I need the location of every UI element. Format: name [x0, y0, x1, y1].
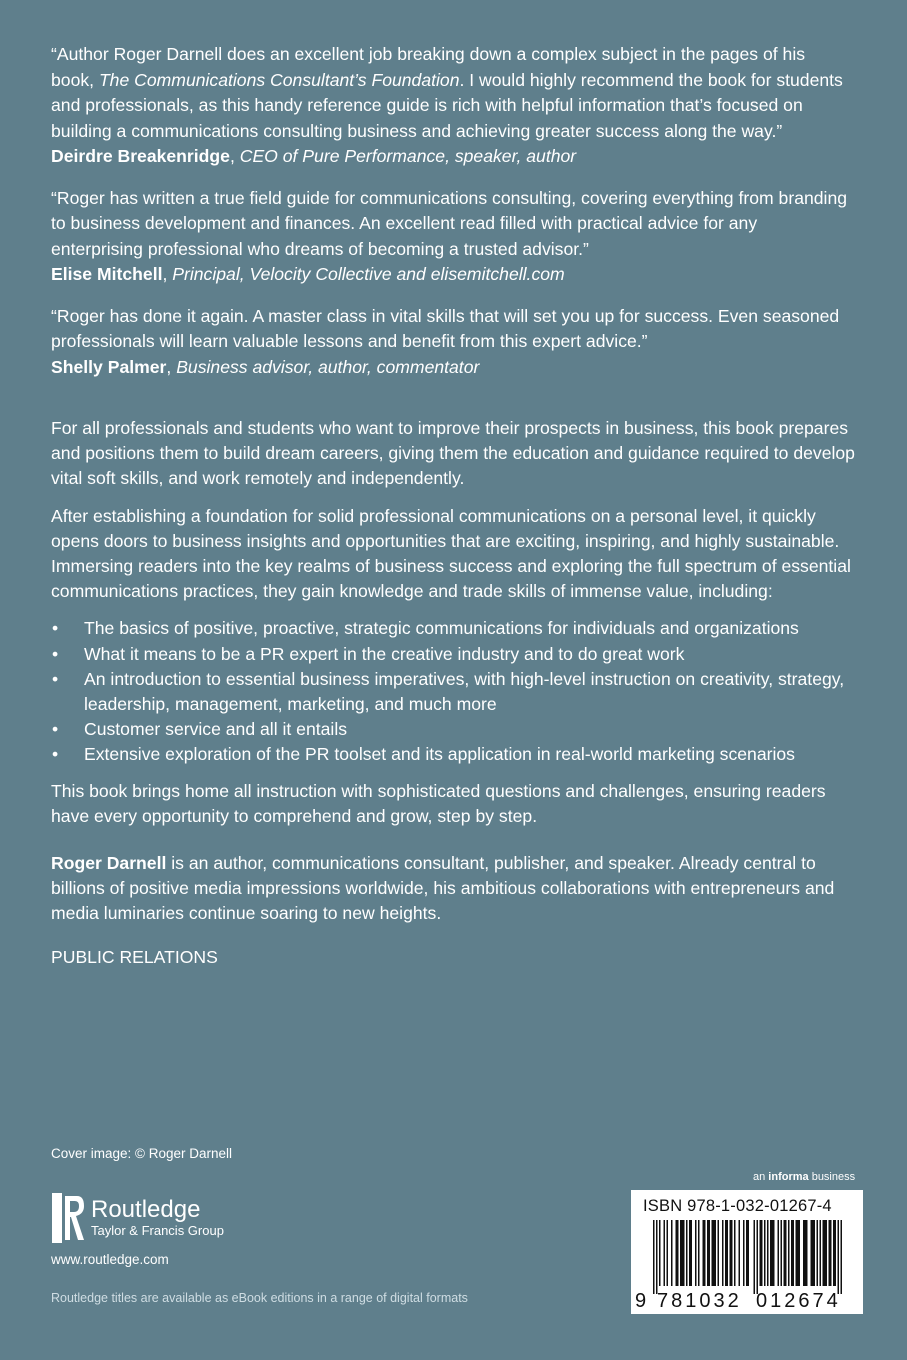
description-paragraph-1: For all professionals and students who want to improve their prospects in business, this book prepares and positions them to build dream careers, giving them the education and guidance required to develop vital soft skills, and work remotely and independently. — [51, 418, 855, 489]
barcode-bar — [767, 1220, 769, 1286]
informa-tagline: an informa business — [753, 1171, 856, 1183]
barcode-bar — [781, 1220, 783, 1286]
endorser-role: Business advisor, author, commentator — [176, 356, 480, 377]
barcode-bar — [803, 1220, 808, 1286]
quote-text: “Roger has written a true field guide for communications consulting, covering everything from branding to business development and finances. An excellent read filled with practical advice for any enterprising professional who dreams of becoming a trusted advisor.” — [51, 187, 848, 259]
isbn-barcode — [631, 1190, 863, 1314]
endorser-name: Shelly Palmer — [51, 356, 167, 377]
barcode-bar — [796, 1220, 801, 1286]
feature-list — [51, 616, 856, 767]
barcode-bar — [788, 1220, 790, 1286]
bullet-icon: • — [52, 618, 59, 639]
barcode-bar — [817, 1220, 819, 1286]
quote-attribution: Elise Mitchell, Principal, Velocity Collective and elisemitchell.com — [51, 264, 565, 284]
barcode-bar — [823, 1220, 828, 1286]
ebook-note: Routledge titles are available as eBook editions in a range of digital formats — [51, 1291, 468, 1305]
list-item: • An introduction to essential business imperatives, with high-level instruction on creativity, strategy, leadership, management, marketing, and much more — [52, 668, 845, 715]
barcode-bar — [695, 1220, 697, 1286]
barcode-bar — [811, 1220, 816, 1286]
routledge-logo-icon — [51, 1192, 85, 1244]
endorser-role: CEO of Pure Performance, speaker, author — [239, 146, 577, 166]
barcode-bar — [754, 1220, 756, 1294]
barcode-bar — [764, 1220, 766, 1286]
quote-text: “Author Roger Darnell does an excellent job breaking down a complex subject in the pages of his book, The Communications Consultant’s Foundation. I would highly recommend the book for students and professionals, as this handy reference guide is rich with helpful information that’s focused on building a communications consulting business and achieving greater success along the way.” — [51, 44, 843, 141]
book-title: The Communications Consultant’s Foundation — [98, 69, 460, 90]
barcode-bar — [725, 1220, 728, 1286]
barcode-bar — [760, 1220, 763, 1286]
endorsement-2 — [51, 186, 851, 288]
barcode-bars — [631, 1220, 863, 1294]
endorser-name: Deirdre Breakenridge — [51, 146, 230, 166]
barcode-bar — [722, 1220, 724, 1286]
barcode-bar — [686, 1220, 688, 1286]
endorser-name: Elise Mitchell — [51, 264, 163, 284]
barcode-digits-left: 781032 — [657, 1290, 742, 1312]
quote-attribution: Deirdre Breakenridge, CEO of Pure Performance, speaker, author — [51, 146, 577, 166]
barcode-bar — [676, 1220, 679, 1286]
publisher-wordmark — [91, 1197, 224, 1239]
endorsement-1 — [51, 42, 851, 170]
barcode-bar — [841, 1220, 843, 1294]
barcode-bar — [659, 1220, 661, 1286]
author-bio: Roger Darnell is an author, communications consultant, publisher, and speaker. Already central to billions of positive media impressions worldwide, his ambitious collaborations with entrepreneurs and media luminaries continue soaring to new heights. — [51, 853, 835, 924]
endorsements — [51, 42, 851, 396]
list-item: • Customer service and all it entails — [51, 717, 856, 742]
barcode-bar — [746, 1220, 749, 1286]
subject-category: PUBLIC RELATIONS — [51, 946, 218, 967]
bullet-icon: • — [52, 643, 59, 664]
barcode-bar — [833, 1220, 836, 1286]
barcode-bar — [743, 1220, 745, 1286]
barcode-bar — [730, 1220, 733, 1286]
barcode-bar — [734, 1220, 736, 1286]
publisher-logo — [51, 1192, 224, 1244]
barcode-bar — [680, 1220, 685, 1286]
barcode-bar — [739, 1220, 741, 1286]
book-description — [51, 416, 856, 968]
barcode-bar — [820, 1220, 822, 1286]
barcode-bar — [689, 1220, 692, 1286]
endorsement-3 — [51, 304, 851, 381]
list-item: • Extensive exploration of the PR toolset and its application in real-world marketing scenarios — [51, 742, 856, 767]
barcode-digits-right: 012674 — [756, 1290, 841, 1312]
barcode-bar — [667, 1220, 669, 1286]
barcode-digit-first: 9 — [635, 1290, 647, 1312]
barcode-bar — [829, 1220, 832, 1286]
barcode-bar — [671, 1220, 673, 1286]
publisher-website: www.routledge.com — [51, 1252, 169, 1267]
list-item: • What it means to be a PR expert in the creative industry and to do great work — [51, 642, 856, 667]
barcode-bar — [757, 1220, 759, 1294]
author-name: Roger Darnell — [51, 853, 167, 874]
bullet-icon: • — [52, 719, 59, 740]
barcode-bar — [653, 1220, 655, 1294]
barcode-bar — [791, 1220, 794, 1286]
bullet-icon: • — [52, 668, 59, 689]
isbn-label: ISBN 978-1-032-01267-4 — [643, 1197, 832, 1215]
bullet-icon: • — [52, 744, 59, 765]
barcode-bar — [784, 1220, 787, 1286]
publisher-subtitle: Taylor & Francis Group — [91, 1223, 224, 1238]
description-paragraph-3: This book brings home all instruction with sophisticated questions and challenges, ensuring readers have every opportunity to comprehend and grow, step by step. — [51, 780, 826, 826]
quote-text: “Roger has done it again. A master class in vital skills that will set you up for success. Even seasoned professionals will learn valuable lessons and benefit from this expert advice.” — [51, 305, 840, 351]
barcode-bar — [712, 1220, 717, 1286]
barcode-bar — [718, 1220, 720, 1286]
barcode-bar — [703, 1220, 706, 1286]
barcode-bar — [770, 1220, 775, 1286]
publisher-name: Routledge — [91, 1196, 201, 1223]
barcode-bar — [698, 1220, 700, 1286]
barcode-bar — [778, 1220, 780, 1286]
description-paragraph-2: After establishing a foundation for solid professional communications on a personal level, it quickly opens doors to business insights and opportunities that are exciting, inspiring, and highly sustainable. Immersing readers into the key realms of business success and exploring the full spectrum of essential communications practices, they gain knowledge and trade skills of immense value, including: — [51, 505, 851, 602]
quote-attribution: Shelly Palmer, Business advisor, author, commentator — [51, 356, 480, 377]
list-item: • The basics of positive, proactive, strategic communications for individuals and organizations — [51, 616, 856, 641]
endorser-role: Principal, Velocity Collective and elisemitchell.com — [172, 264, 565, 284]
barcode-bar — [664, 1220, 666, 1286]
barcode-bar — [707, 1220, 710, 1286]
cover-credit: Cover image: © Roger Darnell — [51, 1146, 233, 1161]
barcode-bar — [838, 1220, 840, 1294]
barcode-bar — [656, 1220, 658, 1294]
